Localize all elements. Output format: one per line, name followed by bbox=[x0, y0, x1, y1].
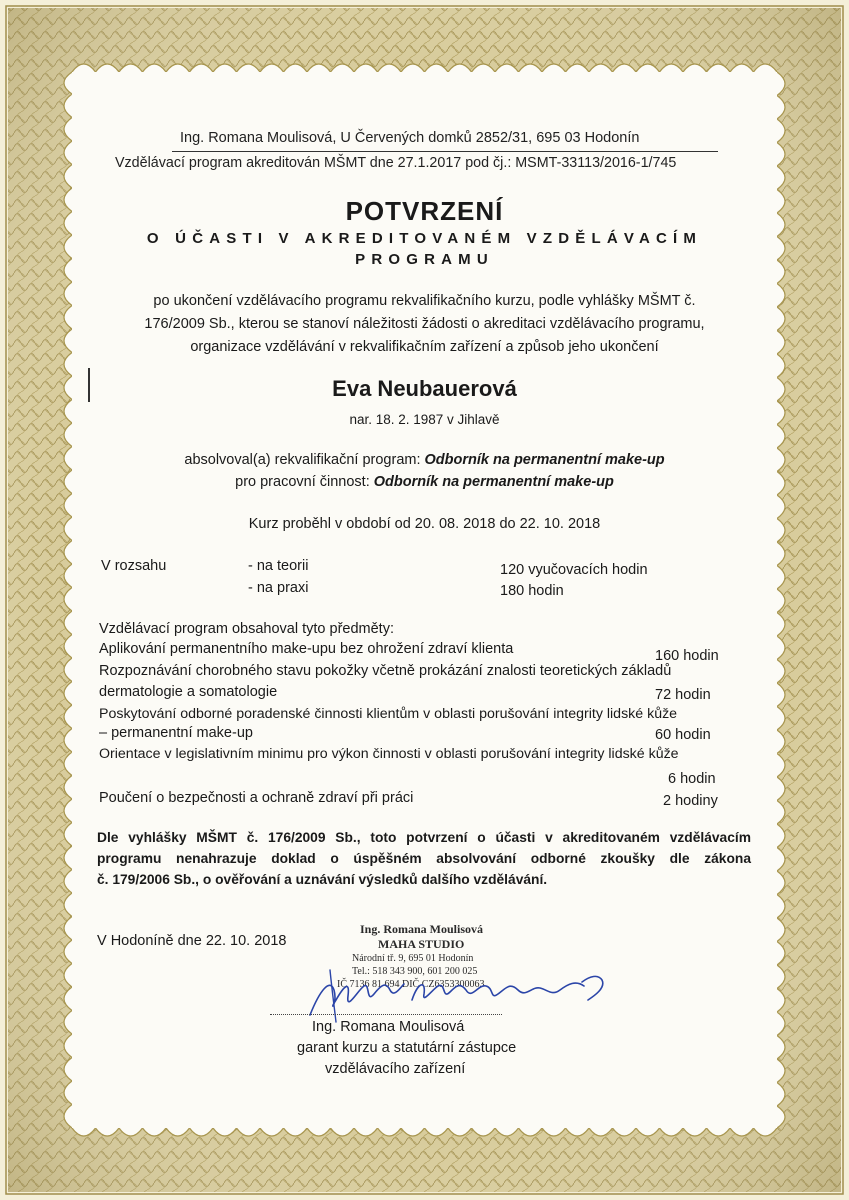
stamp-studio: MAHA STUDIO bbox=[378, 937, 465, 951]
subject-5-hours: 2 hodiny bbox=[663, 793, 718, 809]
subjects-heading: Vzdělávací program obsahoval tyto předměty: bbox=[99, 621, 394, 637]
intro-line-1: po ukončení vzdělávacího programu rekvalifikačního kurzu, podle vyhlášky MŠMT č. bbox=[153, 293, 696, 309]
program-absolved-label: absolvoval(a) rekvalifikační program: bbox=[184, 452, 425, 468]
scope-theory-value: 120 vyučovacích hodin bbox=[500, 562, 648, 578]
signature-line bbox=[270, 1014, 502, 1015]
notice-line-1: Dle vyhlášky MŠMT č. 176/2009 Sb., toto potvrzení o účasti v akreditovaném vzdělávacím bbox=[97, 830, 751, 845]
scope-practice-value: 180 hodin bbox=[500, 583, 564, 599]
header-divider bbox=[172, 151, 718, 152]
person-birth: nar. 18. 2. 1987 v Jihlavě bbox=[349, 412, 500, 427]
person-name: Eva Neubauerová bbox=[332, 376, 517, 401]
program-absolved-value: Odborník na permanentní make-up bbox=[424, 452, 665, 468]
signatory-role: garant kurzu a statutární zástupce bbox=[297, 1040, 517, 1056]
place-date: V Hodoníně dne 22. 10. 2018 bbox=[97, 933, 287, 949]
document-title: POTVRZENÍ bbox=[345, 196, 504, 226]
stamp-owner: Ing. Romana Moulisová bbox=[360, 922, 484, 936]
scope-theory-label: - na teorii bbox=[248, 558, 309, 574]
document-subtitle-1: O ÚČASTI V AKREDITOVANÉM VZDĚLÁVACÍM bbox=[146, 230, 703, 247]
intro-line-2: 176/2009 Sb., kterou se stanoví náležitosti žádosti o akreditaci vzdělávacího programu, bbox=[144, 316, 705, 332]
scope-practice-label: - na praxi bbox=[248, 580, 309, 596]
scope-label: V rozsahu bbox=[101, 558, 167, 574]
subject-1-hours: 160 hodin bbox=[655, 648, 719, 664]
stamp-address: Národní tř. 9, 695 01 Hodonín bbox=[352, 953, 474, 964]
subject-2-hours: 72 hodin bbox=[655, 687, 711, 703]
signatory-name: Ing. Romana Moulisová bbox=[312, 1019, 465, 1035]
course-period: Kurz proběhl v období od 20. 08. 2018 do 22. 10. 2018 bbox=[248, 516, 601, 532]
notice-line-3: č. 179/2006 Sb., o ověřování a uznávání výsledků dalšího vzdělávání. bbox=[97, 872, 548, 887]
header-accreditation: Vzdělávací program akreditován MŠMT dne 27.1.2017 pod čj.: MSMT-33113/2016-1/745 bbox=[115, 155, 677, 171]
subject-3-cont: – permanentní make-up bbox=[99, 725, 253, 741]
subject-3: Poskytování odborné poradenské činnosti klientům v oblasti porušování integrity lidské kůže bbox=[99, 706, 678, 722]
stamp-phone: Tel.: 518 343 900, 601 200 025 bbox=[352, 966, 478, 977]
signatory-org: vzdělávacího zařízení bbox=[325, 1061, 466, 1077]
intro-line-3: organizace vzdělávání v rekvalifikačním zařízení a způsob jeho ukončení bbox=[190, 339, 659, 355]
stamp-ids: IČ 7136 81 694 DIČ CZ6353300063 bbox=[337, 979, 485, 990]
program-activity bbox=[0, 474, 849, 490]
subject-1: Aplikování permanentního make-upu bez ohrožení zdraví klienta bbox=[99, 641, 514, 657]
subject-4-hours: 6 hodin bbox=[668, 771, 716, 787]
program-absolved bbox=[0, 452, 849, 468]
program-activity-value: Odborník na permanentní make-up bbox=[373, 474, 614, 490]
header-address: Ing. Romana Moulisová, U Červených domků 2852/31, 695 03 Hodonín bbox=[180, 130, 640, 146]
subject-2: Rozpoznávání chorobného stavu pokožky včetně prokázání znalosti teoretických základů bbox=[99, 663, 672, 679]
subject-5: Poučení o bezpečnosti a ochraně zdraví při práci bbox=[99, 790, 414, 806]
program-activity-label: pro pracovní činnost: bbox=[235, 474, 374, 490]
subject-3-hours: 60 hodin bbox=[655, 727, 711, 743]
notice-line-2: programu nenahrazuje doklad o úspěšném absolvování odborné zkoušky dle zákona bbox=[97, 851, 751, 866]
subject-4: Orientace v legislativním minimu pro výkon činnosti v oblasti porušování integrity lidské kůže bbox=[99, 746, 679, 762]
subject-2-cont: dermatologie a somatologie bbox=[99, 684, 278, 700]
document-subtitle-2: PROGRAMU bbox=[355, 251, 494, 268]
